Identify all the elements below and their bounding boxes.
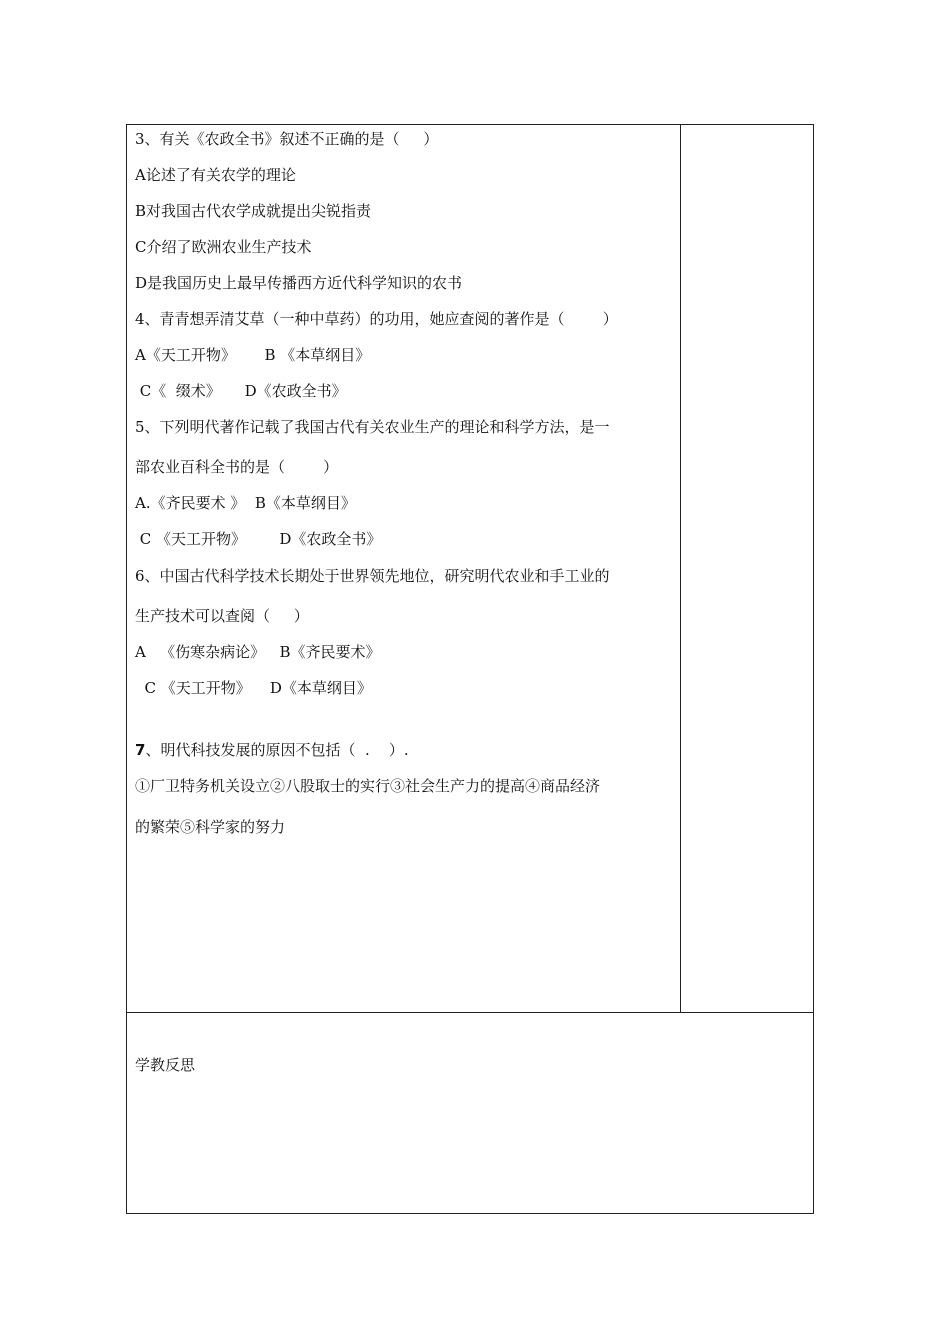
question-6-options-cd: C 《天工开物》 D《本草纲目》 [135, 679, 372, 697]
question-5-stem-line2: 部农业百科全书的是（ ） [135, 458, 339, 476]
question-3-stem: 3、有关《农政全书》叙述不正确的是（ ） [135, 130, 439, 148]
question-6-stem-line2: 生产技术可以查阅（ ） [135, 607, 309, 625]
question-4-options-ab: A《天工开物》 B 《本草纲目》 [135, 346, 371, 364]
notes-column-divider [680, 125, 681, 1012]
questions-cell [135, 125, 675, 1012]
question-7-options-line2: 的繁荣⑤科学家的努力 [135, 818, 286, 836]
question-6-stem-line1: 6、中国古代科学技术长期处于世界领先地位，研究明代农业和手工业的 [135, 567, 610, 585]
question-5-options-ab: A.《齐民要术 》 B《本草纲目》 [135, 494, 356, 512]
reflection-label: 学教反思 [135, 1056, 196, 1074]
reflection-section [126, 1012, 814, 1214]
question-3-option-d: D是我国历史上最早传播西方近代科学知识的农书 [135, 274, 463, 292]
question-5-stem-line1: 5、下列明代著作记载了我国古代有关农业生产的理论和科学方法，是一 [135, 418, 610, 436]
question-3-option-c: C介绍了欧洲农业生产技术 [135, 238, 312, 256]
question-3-option-b: B对我国古代农学成就提出尖锐指责 [135, 202, 372, 220]
question-3-option-a: A论述了有关农学的理论 [135, 166, 296, 184]
question-7-number: 7 [135, 741, 146, 759]
question-table [126, 124, 814, 1013]
question-4-options-cd: C《 缀术》 D《农政全书》 [135, 382, 347, 400]
question-4-stem: 4、青青想弄清艾草（一种中草药）的功用，她应查阅的著作是（ ） [135, 310, 618, 328]
question-7-stem-text: 、明代科技发展的原因不包括（ . ）. [145, 741, 409, 759]
question-6-options-ab: A 《伤寒杂病论》 B《齐民要术》 [135, 643, 381, 661]
question-7-stem [135, 740, 409, 760]
question-5-options-cd: C 《天工开物》 D《农政全书》 [135, 530, 382, 548]
question-7-options-line1: ①厂卫特务机关设立②八股取士的实行③社会生产力的提高④商品经济 [135, 777, 601, 795]
